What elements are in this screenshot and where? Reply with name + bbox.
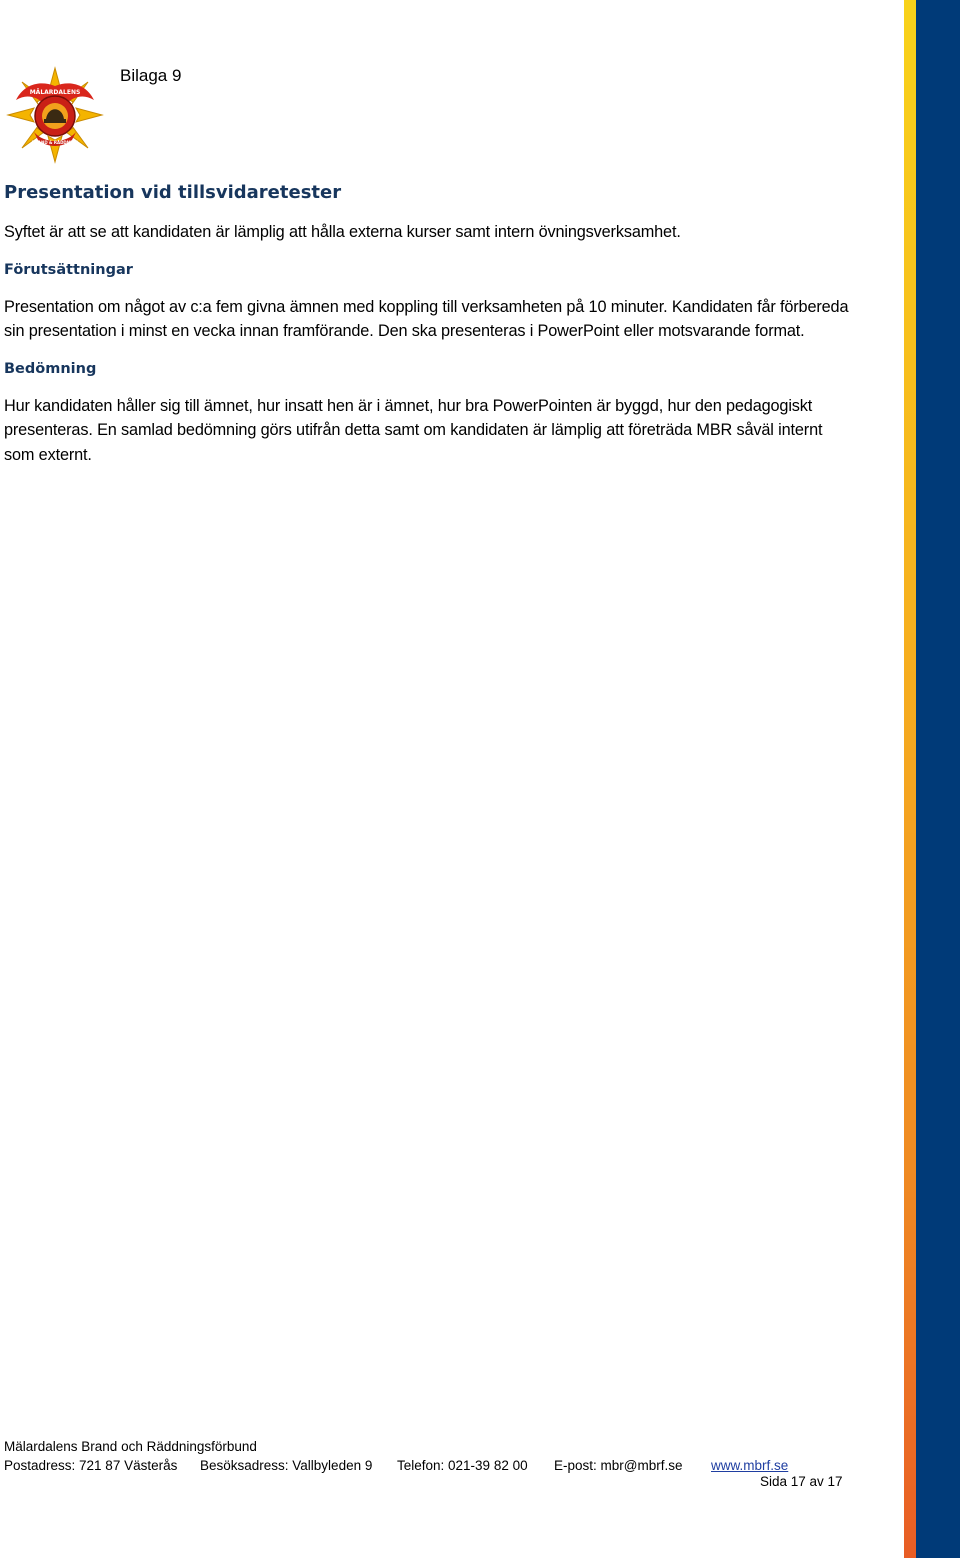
appendix-label: Bilaga 9	[120, 66, 182, 85]
document-title: Presentation vid tillsvidaretester	[4, 182, 342, 203]
footer-phone: Telefon: 021-39 82 00	[397, 1458, 528, 1473]
footer-postal-address: Postadress: 721 87 Västerås	[4, 1458, 178, 1473]
footer-visit-address: Besöksadress: Vallbyleden 9	[200, 1458, 373, 1473]
section-heading-assessment: Bedömning	[4, 360, 97, 377]
page-number: Sida 17 av 17	[760, 1474, 843, 1489]
page-footer	[4, 1437, 854, 1475]
footer-organization: Mälardalens Brand och Räddningsförbund	[4, 1439, 257, 1454]
intro-paragraph: Syftet är att se att kandidaten är lämplig att hålla externa kurser samt intern övningsverksamhet.	[4, 223, 681, 241]
footer-contact-row	[4, 1456, 854, 1475]
section-heading-prerequisites: Förutsättningar	[4, 261, 133, 278]
section-body-prerequisites: Presentation om något av c:a fem givna ämnen med koppling till verksamheten på 10 minuter. Kandidaten får förbereda sin presentation i minst en vecka innan framförande. Den ska presenteras i PowerPoint eller motsvarande format.	[4, 297, 849, 340]
footer-email: E-post: mbr@mbrf.se	[554, 1458, 683, 1473]
svg-text:BRAND & RÄDDNING: BRAND & RÄDDNING	[31, 140, 79, 145]
svg-text:MÄLARDALENS: MÄLARDALENS	[29, 89, 81, 96]
footer-website-link[interactable]: www.mbrf.se	[711, 1458, 789, 1473]
section-body-assessment: Hur kandidaten håller sig till ämnet, hur insatt hen är i ämnet, hur bra PowerPointen är byggd, hur den pedagogiskt presenteras. En samlad bedömning görs utifrån detta samt om kandidaten är lämplig att företräda MBR såväl internt som externt.	[4, 396, 823, 464]
mbr-logo	[4, 64, 106, 166]
decorative-side-band	[898, 0, 960, 1558]
document-body	[4, 180, 854, 481]
